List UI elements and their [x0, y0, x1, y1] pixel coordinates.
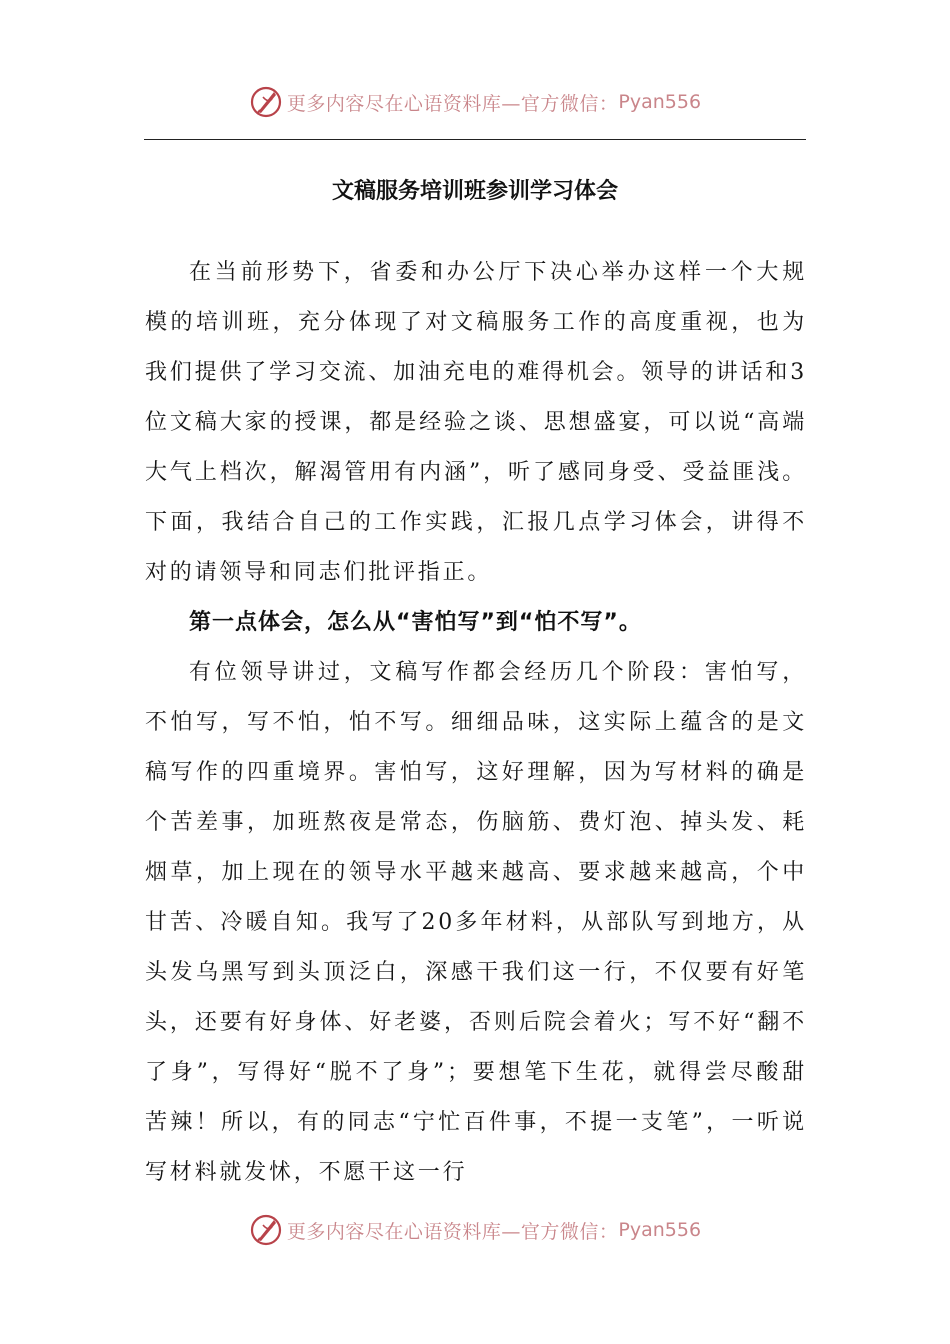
- quill-logo-icon: [249, 1213, 283, 1247]
- footer-promo-text: 更多内容尽在心语资料库—官方微信：: [286, 1220, 619, 1243]
- header-banner: [0, 82, 950, 122]
- header-wechat-id: Pyan556: [618, 91, 702, 113]
- paragraph-section-1: 有位领导讲过，文稿写作都会经历几个阶段：害怕写，不怕写，写不怕，怕不写。细细品味，这实际上蕴含的是文稿写作的四重境界。害怕写，这好理解，因为写材料的确是个苦差事，加班熬夜是常态，伤脑筋、费灯泡、掉头发、耗烟草，加上现在的领导水平越来越高、要求越来越高，个中甘苦、冷暖自知。我写了20多年材料，从部队写到地方，从头发乌黑写到头顶泛白，深感干我们这一行，不仅要有好笔头，还要有好身体、好老婆，否则后院会着火；写不好“翻不了身”，写得好“脱不了身”；要想笔下生花，就得尝尽酸甜苦辣！所以，有的同志“宁忙百件事，不提一支笔”，一听说写材料就发怵，不愿干这一行: [145, 660, 807, 1185]
- header-promo-text: 更多内容尽在心语资料库—官方微信：: [286, 92, 619, 115]
- document-body: [145, 248, 807, 1198]
- quill-logo-icon: [249, 85, 283, 119]
- footer-banner: [0, 1210, 950, 1250]
- document-title: 文稿服务培训班参训学习体会: [331, 179, 618, 204]
- paragraph-intro: 在当前形势下，省委和办公厅下决心举办这样一个大规模的培训班，充分体现了对文稿服务工作的高度重视，也为我们提供了学习交流、加油充电的难得机会。领导的讲话和3位文稿大家的授课，都是经验之谈、思想盛宴，可以说“高端大气上档次，解渴管用有内涵”，听了感同身受、受益匪浅。下面，我结合自己的工作实践，汇报几点学习体会，讲得不对的请领导和同志们批评指正。: [145, 260, 807, 585]
- header-divider: [144, 139, 806, 140]
- footer-wechat-id: Pyan556: [618, 1219, 702, 1241]
- section-heading-1: 第一点体会，怎么从“害怕写”到“怕不写”。: [189, 610, 642, 635]
